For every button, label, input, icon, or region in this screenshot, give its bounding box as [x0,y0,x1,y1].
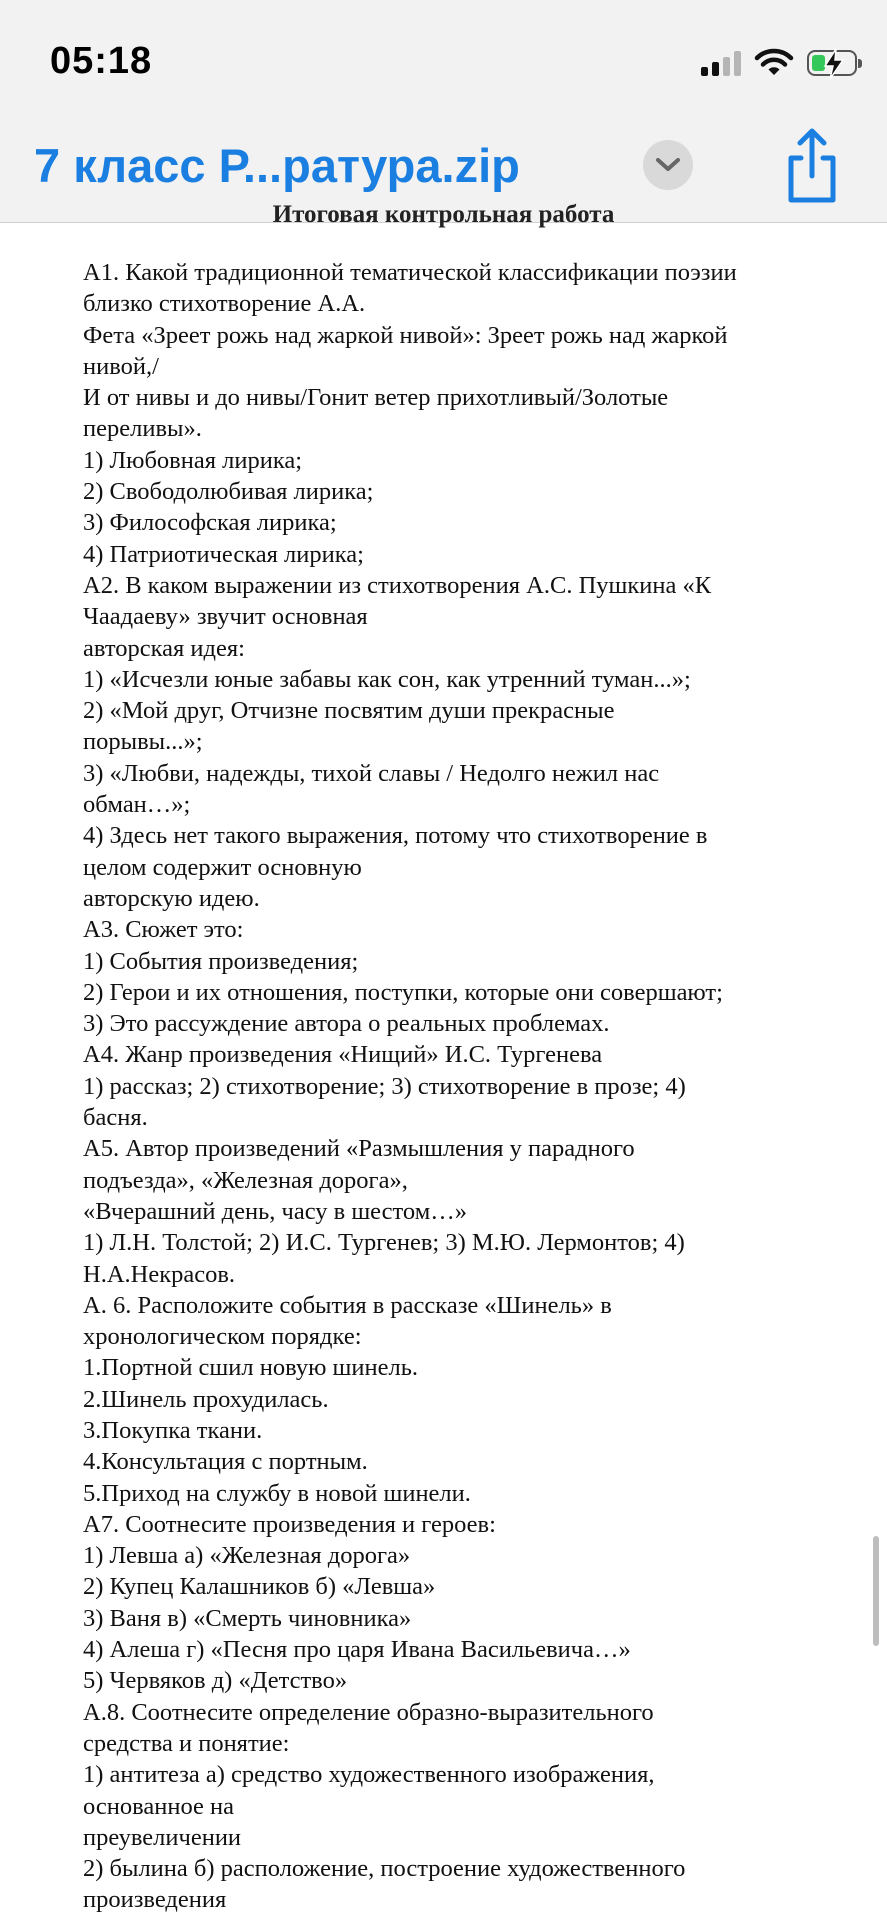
document-line: 2) Купец Калашников б) «Левша» [83,1573,436,1601]
document-line: А2. В каком выражении из стихотворения А.С. Пушкина «К [83,571,712,599]
share-icon[interactable] [782,126,842,206]
document-line: преувеличении [83,1823,242,1851]
document-line: А4. Жанр произведения «Нищий» И.С. Тургенева [83,1041,603,1069]
document-line: 4.Консультация с портным. [83,1448,368,1476]
document-line: целом содержит основную [83,853,362,881]
document-line: авторская идея: [83,634,245,662]
document-line: обман…»; [83,791,191,819]
document-line: 5.Приход на службу в новой шинели. [83,1479,471,1507]
document-line: А. 6. Расположите события в рассказе «Шинель» в [83,1291,612,1319]
document-line: А3. Сюжет это: [83,916,244,944]
wifi-icon [755,49,793,77]
document-line: басня. [83,1104,148,1132]
document-line: Фета «Зреет рожь над жаркой нивой»: Зреет рожь над жаркой [83,321,728,349]
document-line: Н.А.Некрасов. [83,1260,236,1288]
scroll-indicator[interactable] [873,1536,879,1646]
document-line: 1) «Исчезли юные забавы как сон, как утренний туман...»; [83,665,691,693]
document-line: 1) антитеза а) средство художественного изображения, [83,1761,655,1789]
document-line: 5) Червяков д) «Детство» [83,1667,348,1695]
document-line: 3) Ваня в) «Смерть чиновника» [83,1604,412,1632]
document-line: 3) Это рассуждение автора о реальных проблемах. [83,1010,610,1038]
document-line: 3) Философская лирика; [83,509,337,537]
document-line: произведения [83,1886,227,1914]
document-line: 1) Левша а) «Железная дорога» [83,1542,411,1570]
document-line: И от нивы и до нивы/Гонит ветер прихотливый/Золотые [83,384,669,412]
document-line: 1) Л.Н. Толстой; 2) И.С. Тургенев; 3) М.Ю. Лермонтов; 4) [83,1229,685,1257]
document-heading: Итоговая контрольная работа [272,201,615,228]
document-view[interactable] [0,201,887,1920]
document-line: 4) Патриотическая лирика; [83,540,364,568]
document-line: 1) рассказ; 2) стихотворение; 3) стихотворение в прозе; 4) [83,1072,686,1100]
file-title: 7 класс Р...ратура.zip [34,139,520,192]
battery-charging-icon [807,50,857,76]
document-line: А1. Какой традиционной тематической классификации поэзии [83,259,737,286]
document-line: Чаадаеву» звучит основная [83,603,368,631]
document-line: 3.Покупка ткани. [83,1416,263,1444]
document-line: «Вчерашний день, часу в шестом…» [83,1197,467,1225]
document-line: переливы». [83,415,202,443]
document-line: близко стихотворение А.А. [83,290,366,318]
document-line: 1) События произведения; [83,947,359,975]
document-line: нивой,/ [83,352,159,380]
document-line: 2) Свободолюбивая лирика; [83,478,374,506]
document-line: 1) Любовная лирика; [83,446,303,474]
document-line: А7. Соотнесите произведения и героев: [83,1510,496,1538]
document-line: А.8. Соотнесите определение образно-выразительного [83,1698,654,1726]
document-line: порывы...»; [83,728,203,756]
document-line: хронологическом порядке: [83,1323,362,1351]
signal-icon [701,50,741,76]
document-line: 2) «Мой друг, Отчизне посвятим души прекрасные [83,697,615,725]
menu-button[interactable] [643,140,693,190]
document-line: А5. Автор произведений «Размышления у парадного [83,1135,635,1163]
document-line: 3) «Любви, надежды, тихой славы / Недолго нежил нас [83,759,660,787]
document-line: 2) Герои и их отношения, поступки, которые они совершают; [83,978,723,1006]
status-bar [0,0,887,110]
document-line: подъезда», «Железная дорога», [83,1166,408,1194]
document-line: 4) Алеша г) «Песня про царя Ивана Васильевича…» [83,1636,631,1664]
document-line: 2) былина б) расположение, построение художественного [83,1855,686,1883]
document-line: 4) Здесь нет такого выражения, потому что стихотворение в [83,822,708,850]
chevron-down-icon [655,157,681,173]
document-line: средства и понятие: [83,1729,290,1757]
status-time: 05:18 [50,40,153,82]
document-line: 2.Шинель прохудилась. [83,1385,329,1413]
status-icons [701,46,857,80]
document-line: основанное на [83,1792,234,1820]
document-line: авторскую идею. [83,884,260,912]
document-text [83,257,843,1916]
document-line: 1.Портной сшил новую шинель. [83,1354,419,1382]
